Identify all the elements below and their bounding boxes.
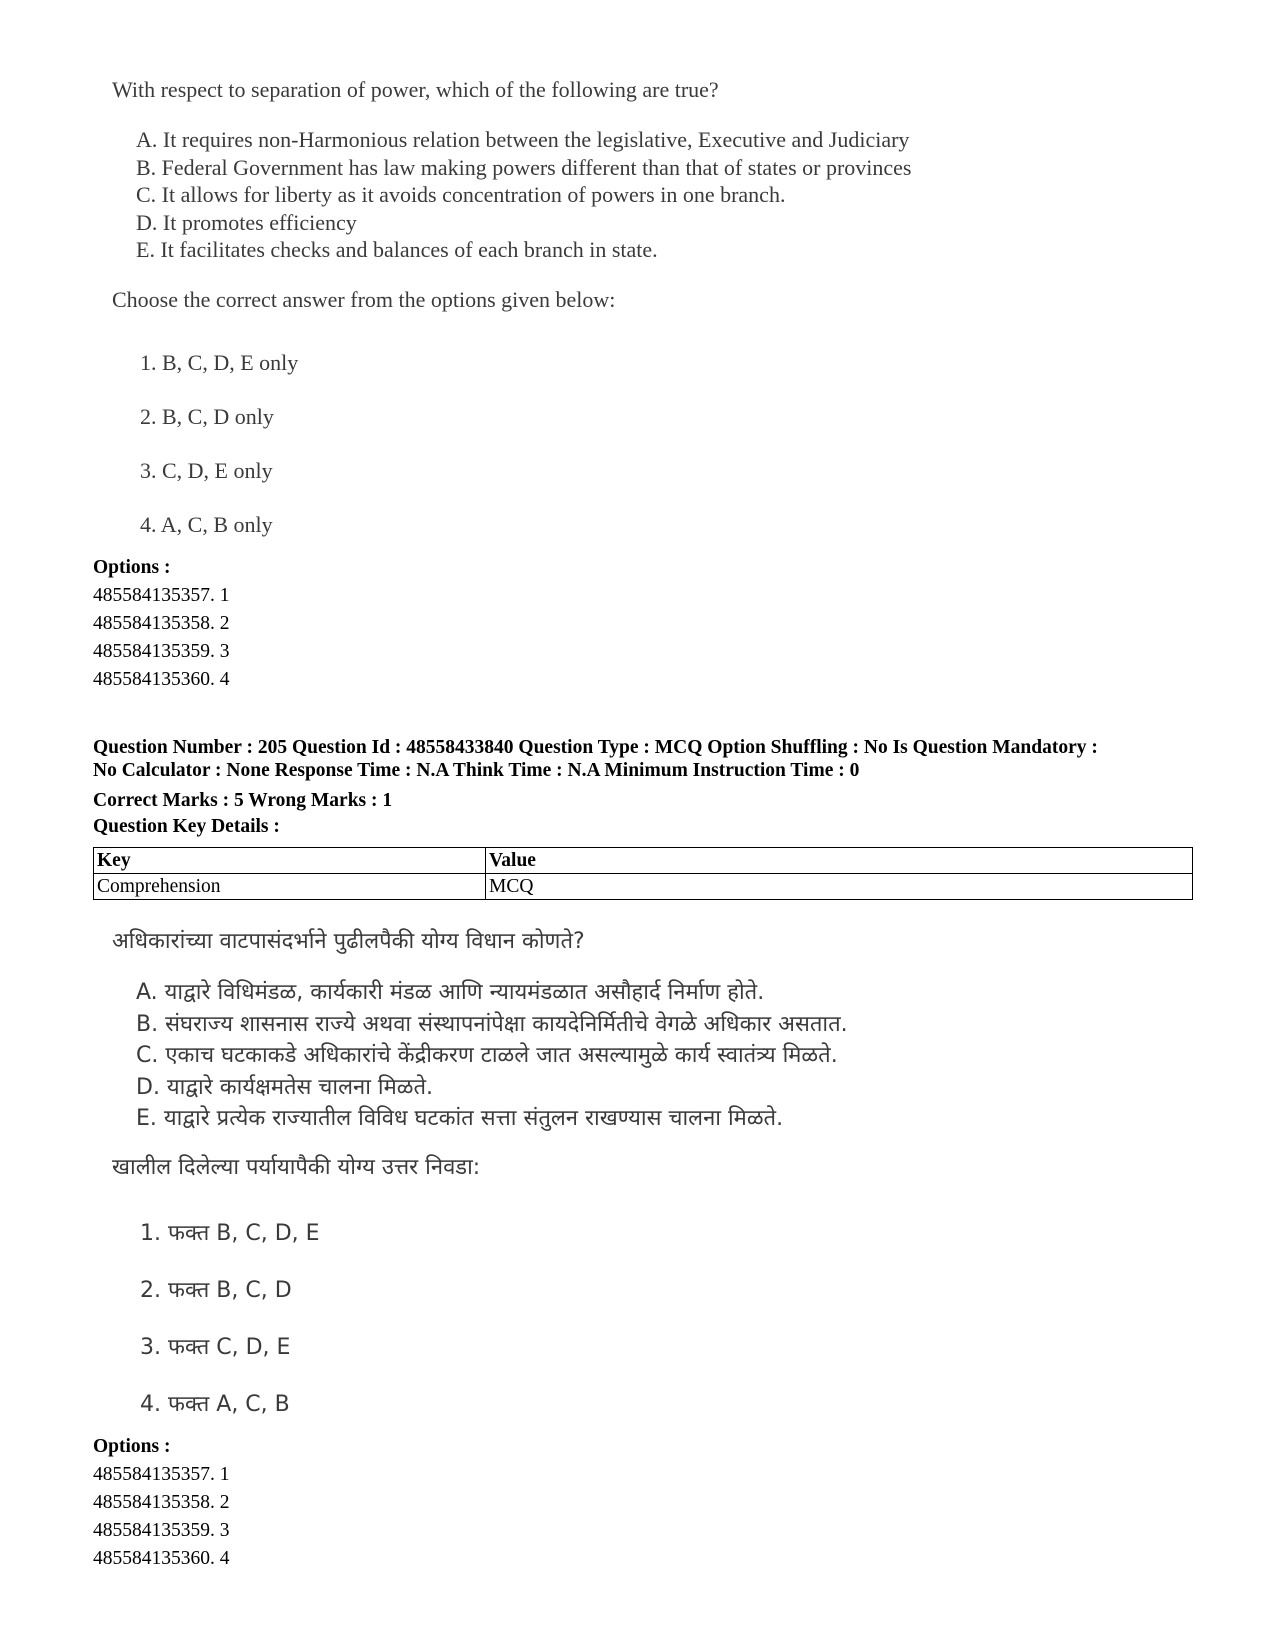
answer-list bbox=[140, 336, 912, 552]
table-cell: MCQ bbox=[486, 874, 1193, 900]
key-details-table bbox=[93, 847, 1193, 900]
answer-item: 2. फक्त B, C, D bbox=[140, 1277, 292, 1303]
statement-item: D. It promotes efficiency bbox=[136, 209, 357, 235]
options-block bbox=[93, 1433, 230, 1573]
question-stem: अधिकारांच्या वाटपासंदर्भाने पुढीलपैकी योग्य विधान कोणते? bbox=[112, 929, 585, 954]
choose-instruction: Choose the correct answer from the options given below: bbox=[112, 286, 616, 312]
table-row bbox=[94, 874, 1193, 900]
statement-list bbox=[136, 126, 912, 264]
answer-item: 3. C, D, E only bbox=[140, 457, 273, 483]
option-id: 485584135357. 1 bbox=[93, 585, 230, 606]
statement-list bbox=[136, 977, 848, 1135]
question-stem: With respect to separation of power, which of the following are true? bbox=[112, 77, 719, 102]
answer-item: 1. B, C, D, E only bbox=[140, 349, 299, 375]
statement-item: D. याद्वारे कार्यक्षमतेस चालना मिळते. bbox=[136, 1074, 434, 1100]
statement-item: E. It facilitates checks and balances of each branch in state. bbox=[136, 237, 658, 262]
option-id: 485584135357. 1 bbox=[93, 1464, 230, 1485]
options-block bbox=[93, 554, 230, 694]
answer-item: 2. B, C, D only bbox=[140, 403, 274, 429]
statement-item: B. Federal Government has law making powers different than that of states or provinces bbox=[136, 154, 912, 180]
option-id: 485584135360. 4 bbox=[93, 1548, 230, 1569]
statement-item: A. It requires non-Harmonious relation between the legislative, Executive and Judiciary bbox=[136, 127, 910, 152]
options-heading: Options : bbox=[93, 557, 171, 578]
key-details-heading: Question Key Details : bbox=[93, 816, 280, 837]
answer-item: 3. फक्त C, D, E bbox=[140, 1334, 291, 1360]
marks-line: Correct Marks : 5 Wrong Marks : 1 bbox=[93, 790, 393, 811]
statement-item: B. संघराज्य शासनास राज्ये अथवा संस्थापनांपेक्षा कायदेनिर्मितीचे वेगळे अधिकार असतात. bbox=[136, 1011, 848, 1037]
statement-item: C. It allows for liberty as it avoids concentration of powers in one branch. bbox=[136, 182, 786, 207]
question-image-english bbox=[112, 74, 912, 552]
statement-item: C. एकाच घटकाकडे अधिकारांचे केंद्रीकरण टाळले जात असल्यामुळे कार्य स्वातंत्र्य मिळते. bbox=[136, 1043, 838, 1068]
question-meta-line: Question Number : 205 Question Id : 48558433840 Question Type : MCQ Option Shuffling : No Is Question Mandatory : bbox=[93, 737, 1098, 758]
table-cell: Comprehension bbox=[94, 874, 486, 900]
table-header-cell: Key bbox=[94, 848, 486, 874]
statement-item: A. याद्वारे विधिमंडळ, कार्यकारी मंडळ आणि न्यायमंडळात असौहार्द निर्माण होते. bbox=[136, 980, 765, 1005]
answer-item: 4. फक्त A, C, B bbox=[140, 1391, 290, 1417]
options-heading: Options : bbox=[93, 1436, 171, 1457]
question-metadata bbox=[93, 736, 1098, 838]
option-id: 485584135359. 3 bbox=[93, 1520, 230, 1541]
question-image-marathi bbox=[112, 925, 848, 1433]
question-meta-line: No Calculator : None Response Time : N.A Think Time : N.A Minimum Instruction Time : 0 bbox=[93, 760, 860, 781]
option-id: 485584135358. 2 bbox=[93, 613, 230, 634]
answer-item: 4. A, C, B only bbox=[140, 511, 273, 537]
answer-list bbox=[140, 1205, 848, 1433]
option-id: 485584135359. 3 bbox=[93, 641, 230, 662]
option-id: 485584135360. 4 bbox=[93, 669, 230, 690]
option-id: 485584135358. 2 bbox=[93, 1492, 230, 1513]
table-header-row bbox=[94, 848, 1193, 874]
table-header-cell: Value bbox=[486, 848, 1193, 874]
answer-item: 1. फक्त B, C, D, E bbox=[140, 1220, 320, 1246]
choose-instruction: खालील दिलेल्या पर्यायापैकी योग्य उत्तर निवडा: bbox=[112, 1154, 481, 1180]
statement-item: E. याद्वारे प्रत्येक राज्यातील विविध घटकांत सत्ता संतुलन राखण्यास चालना मिळते. bbox=[136, 1106, 784, 1131]
